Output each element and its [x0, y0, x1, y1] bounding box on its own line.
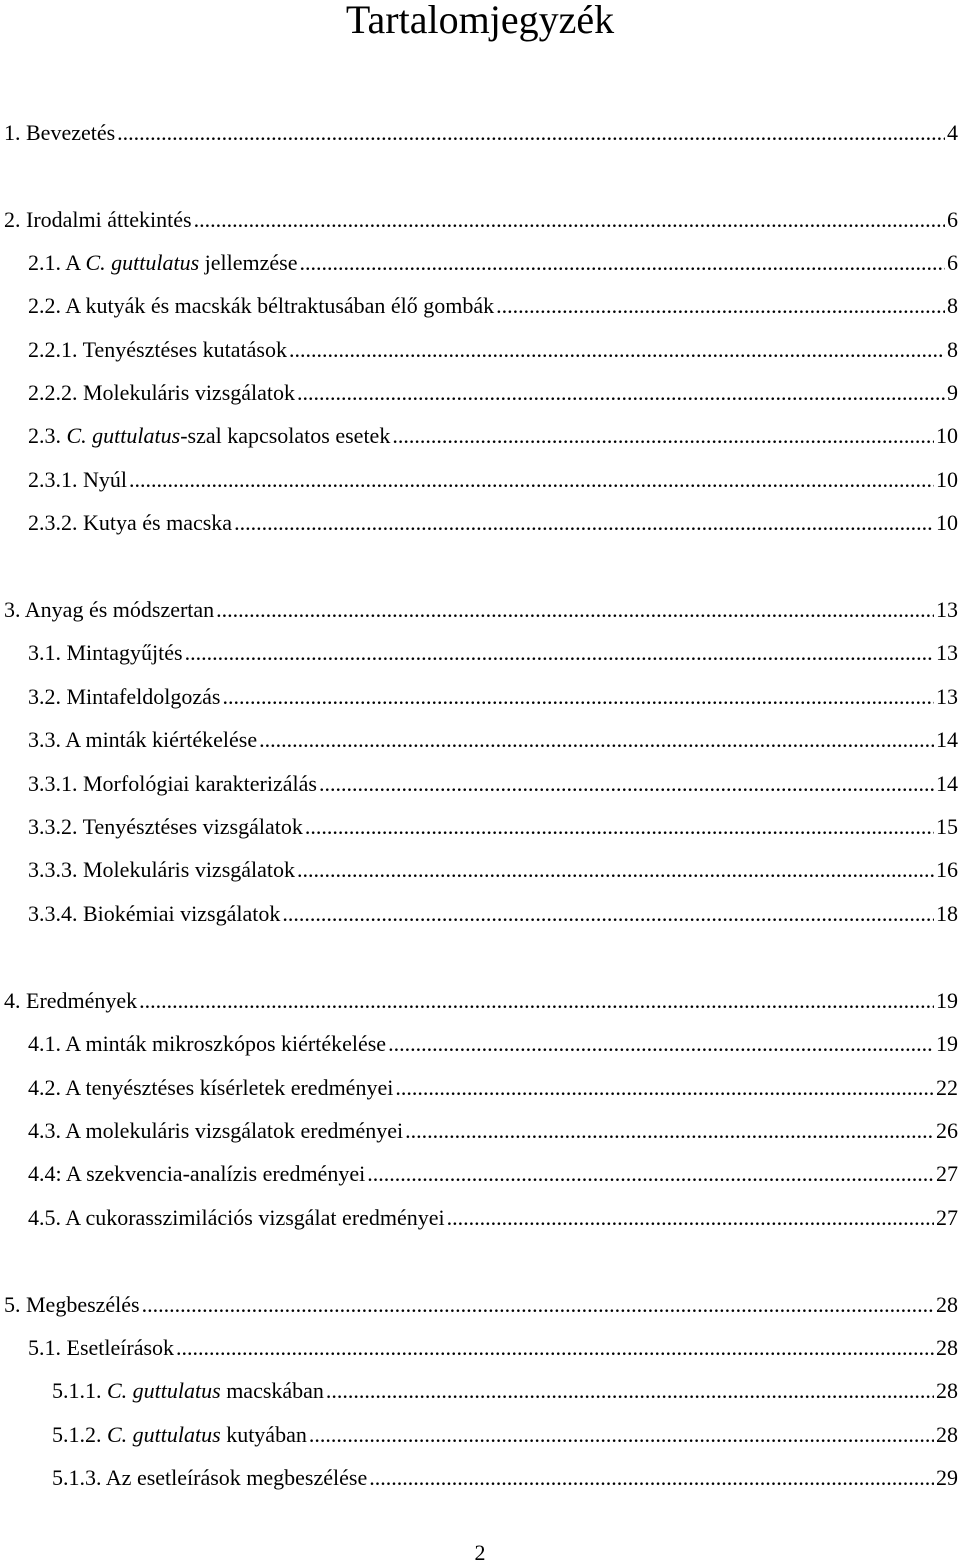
toc-entry-label-text: jellemzése — [199, 250, 298, 275]
toc-entry[interactable] — [28, 1029, 958, 1059]
toc-entry-label-text: 2.2.1. Tenyésztéses kutatások — [28, 337, 287, 362]
toc-entry-label-text: kutyában — [220, 1422, 307, 1447]
toc-dot-leader — [176, 1333, 934, 1363]
toc-dot-leader — [305, 812, 934, 842]
toc-entry[interactable] — [28, 421, 958, 451]
toc-entry-page: 15 — [936, 814, 958, 839]
toc-entry-label — [28, 508, 232, 538]
toc-entry-label-text: 1. Bevezetés — [4, 120, 116, 145]
toc-entry-label-text: 2.3. — [28, 423, 67, 448]
toc-dot-leader — [185, 638, 934, 668]
toc-entry-page: 9 — [947, 380, 958, 405]
toc-entry-page: 16 — [936, 857, 958, 882]
toc-entry-label — [28, 421, 390, 451]
toc-dot-leader — [289, 335, 945, 365]
toc-entry-page: 26 — [936, 1118, 958, 1143]
toc-entry-page: 27 — [936, 1161, 958, 1186]
toc-entry-label-text: 3.1. Mintagyűjtés — [28, 640, 183, 665]
toc-entry-label — [28, 812, 303, 842]
toc-entry-label — [4, 986, 137, 1016]
toc-dot-leader — [297, 378, 945, 408]
toc-dot-leader — [395, 1073, 934, 1103]
toc-entry[interactable] — [4, 595, 958, 625]
toc-entry-label — [28, 638, 183, 668]
toc-entry[interactable] — [28, 899, 958, 929]
toc-entry-label-text: 5. Megbeszélés — [4, 1292, 140, 1317]
toc-entry-page: 13 — [936, 640, 958, 665]
toc-entry-page: 13 — [936, 597, 958, 622]
toc-entry-page: 10 — [936, 510, 958, 535]
toc-entry-label-text: 5.1.3. Az esetleírások megbeszélése — [52, 1465, 368, 1490]
toc-entry[interactable] — [52, 1420, 958, 1450]
toc-entry-label-text: 4. Eredmények — [4, 988, 138, 1013]
toc-entry-label-text: 2.3.1. Nyúl — [28, 467, 127, 492]
toc-entry-label-text: 5.1.1. — [52, 1378, 107, 1403]
toc-entry[interactable] — [28, 1073, 958, 1103]
toc-entry[interactable] — [52, 1463, 958, 1493]
toc-entry-page: 8 — [947, 293, 958, 318]
toc-entry[interactable] — [28, 248, 958, 278]
toc-entry-label-text: 3.2. Mintafeldolgozás — [28, 684, 221, 709]
toc-entry-page: 22 — [936, 1075, 958, 1100]
toc-entry[interactable] — [52, 1376, 958, 1406]
toc-entry-page: 13 — [936, 684, 958, 709]
toc-entry-label-text: 3.3.3. Molekuláris vizsgálatok — [28, 857, 296, 882]
toc-entry-label-text: 2.1. A — [28, 250, 86, 275]
toc-entry-page: 29 — [936, 1465, 958, 1490]
toc-entry-label-text: 2.2. A kutyák és macskák béltraktusában élő gombák — [28, 293, 495, 318]
toc-entry-label — [28, 1029, 386, 1059]
toc-dot-leader — [222, 682, 934, 712]
toc-entry-label — [28, 1203, 445, 1233]
toc-entry-label — [28, 465, 127, 495]
toc-dot-leader — [496, 291, 945, 321]
toc-entry[interactable] — [28, 508, 958, 538]
toc-dot-leader — [326, 1376, 934, 1406]
toc-entry-label — [4, 1290, 140, 1320]
toc-dot-leader — [388, 1029, 934, 1059]
toc-entry[interactable] — [28, 1159, 958, 1189]
toc-entry-label-text: 3.3.4. Biokémiai vizsgálatok — [28, 901, 281, 926]
toc-entry-label-text: 2. Irodalmi áttekintés — [4, 207, 192, 232]
toc-entry-label — [28, 899, 280, 929]
toc-entry[interactable] — [4, 986, 958, 1016]
toc-entry-page: 28 — [936, 1378, 958, 1403]
toc-entry-label — [28, 855, 295, 885]
toc-entry-label — [28, 725, 257, 755]
toc-dot-leader — [300, 248, 946, 278]
toc-entry-label — [4, 205, 192, 235]
toc-entry-page: 10 — [936, 467, 958, 492]
toc-entry-page: 27 — [936, 1205, 958, 1230]
toc-entry-label — [52, 1463, 367, 1493]
toc-entry-label-text: 2.3.2. Kutya és macska — [28, 510, 233, 535]
toc-entry[interactable] — [28, 812, 958, 842]
toc-entry-page: 19 — [936, 1031, 958, 1056]
toc-entry-page: 6 — [947, 250, 958, 275]
toc-entry-label-text: 3.3. A minták kiértékelése — [28, 727, 258, 752]
toc-entry-label-italic: C. guttulatus — [107, 1378, 221, 1403]
toc-entry-label-text: 2.2.2. Molekuláris vizsgálatok — [28, 380, 296, 405]
toc-entry-label — [28, 1073, 393, 1103]
toc-entry[interactable] — [28, 1203, 958, 1233]
toc-entry[interactable] — [28, 855, 958, 885]
toc-dot-leader — [405, 1116, 934, 1146]
toc-entry[interactable] — [28, 291, 958, 321]
toc-entry-label-text: 4.3. A molekuláris vizsgálatok eredményei — [28, 1118, 404, 1143]
toc-entry-label — [28, 378, 295, 408]
toc-dot-leader — [309, 1420, 934, 1450]
toc-entry[interactable] — [28, 1116, 958, 1146]
toc-dot-leader — [297, 855, 934, 885]
page-number: 2 — [474, 1540, 486, 1565]
toc-entry[interactable] — [28, 682, 958, 712]
toc-entry-label-italic: C. guttulatus — [66, 423, 181, 448]
toc-entry-label — [4, 595, 214, 625]
toc-entry-label — [52, 1420, 307, 1450]
toc-entry-label-italic: C. guttulatus — [85, 250, 200, 275]
toc-entry-page: 28 — [936, 1422, 958, 1447]
toc-entry[interactable] — [28, 638, 958, 668]
toc-entry-label-text: 4.4: A szekvencia-analízis eredményei — [28, 1161, 366, 1186]
toc-entry-label-text: 3. Anyag és módszertan — [4, 597, 215, 622]
toc-entry-label — [28, 682, 220, 712]
toc-entry-label — [28, 1116, 403, 1146]
toc-dot-leader — [319, 769, 934, 799]
toc-entry-label-text: 5.1.2. — [52, 1422, 107, 1447]
toc-entry-page: 6 — [947, 207, 958, 232]
toc-entry-label — [28, 291, 494, 321]
toc-entry-label — [52, 1376, 324, 1406]
toc-entry-label — [28, 248, 298, 278]
toc-entry-label-text: macskában — [220, 1378, 324, 1403]
toc-dot-leader — [392, 421, 934, 451]
toc-entry-label-text: 5.1. Esetleírások — [28, 1335, 175, 1360]
toc-entry-page: 18 — [936, 901, 958, 926]
toc-dot-leader — [259, 725, 934, 755]
toc-dot-leader — [142, 1290, 934, 1320]
toc-entry-page: 10 — [936, 423, 958, 448]
page-title: Tartalomjegyzék — [345, 0, 615, 42]
toc-dot-leader — [216, 595, 934, 625]
toc-entry[interactable] — [28, 725, 958, 755]
toc-entry-label-text: 4.1. A minták mikroszkópos kiértékelése — [28, 1031, 387, 1056]
toc-entry-label-text: 4.2. A tenyésztéses kísérletek eredményei — [28, 1075, 394, 1100]
toc-entry-page: 4 — [947, 120, 958, 145]
toc-entry-label-italic: C. guttulatus — [107, 1422, 221, 1447]
toc-dot-leader — [234, 508, 934, 538]
toc-entry-page: 8 — [947, 337, 958, 362]
toc-entry-label — [4, 118, 115, 148]
toc-entry-label — [28, 335, 287, 365]
toc-entry-label-text: 3.3.2. Tenyésztéses vizsgálatok — [28, 814, 303, 839]
toc-entry[interactable] — [4, 1290, 958, 1320]
toc-entry[interactable] — [4, 118, 958, 148]
toc-dot-leader — [194, 205, 945, 235]
toc-entry[interactable] — [28, 769, 958, 799]
toc-dot-leader — [369, 1463, 934, 1493]
toc-entry[interactable] — [28, 335, 958, 365]
toc-entry-page: 14 — [936, 771, 958, 796]
toc-dot-leader — [139, 986, 934, 1016]
toc-entry-label — [28, 769, 317, 799]
toc-entry-page: 28 — [936, 1292, 958, 1317]
toc-entry-label — [28, 1159, 365, 1189]
toc-dot-leader — [367, 1159, 934, 1189]
toc-entry-page: 14 — [936, 727, 958, 752]
toc-entry[interactable] — [28, 1333, 958, 1363]
toc-entry-label-text: -szal kapcsolatos esetek — [180, 423, 391, 448]
toc-entry[interactable] — [28, 378, 958, 408]
toc-dot-leader — [447, 1203, 934, 1233]
toc-dot-leader — [282, 899, 934, 929]
toc-entry-label-text: 4.5. A cukorasszimilációs vizsgálat eredményei — [28, 1205, 445, 1230]
toc-dot-leader — [129, 465, 934, 495]
toc-entry-label-text: 3.3.1. Morfológiai karakterizálás — [28, 771, 317, 796]
toc-entry[interactable] — [4, 205, 958, 235]
toc-dot-leader — [117, 118, 945, 148]
toc-entry[interactable] — [28, 465, 958, 495]
toc-entry-label — [28, 1333, 174, 1363]
toc-entry-page: 19 — [936, 988, 958, 1013]
toc-entry-page: 28 — [936, 1335, 958, 1360]
